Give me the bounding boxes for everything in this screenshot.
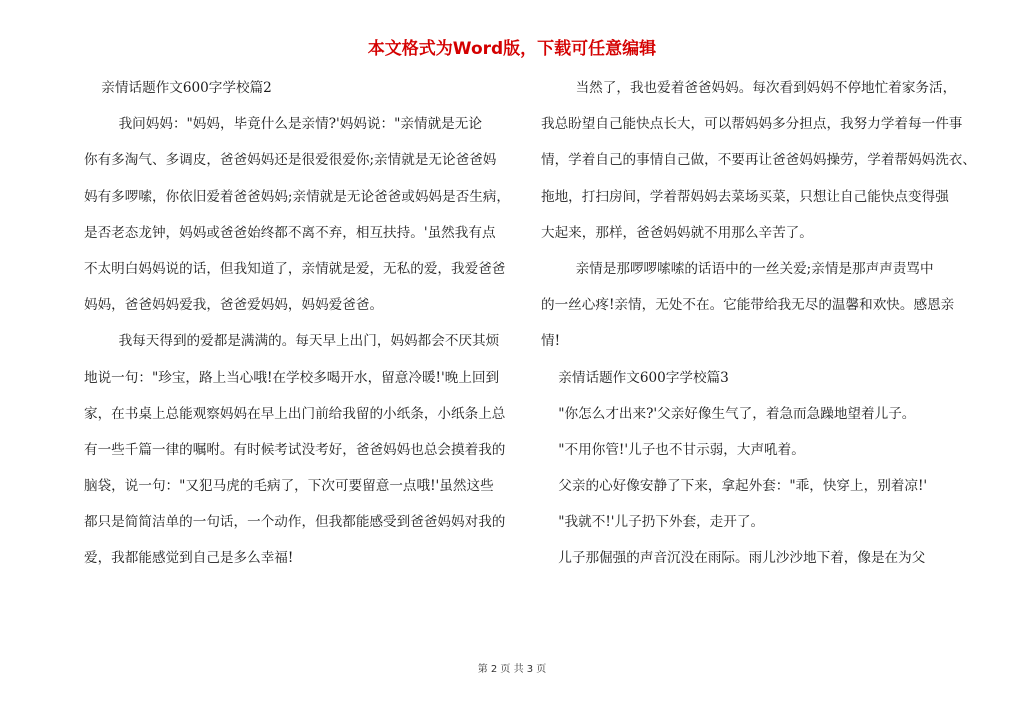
text-line: 拖地，打扫房间，学着帮妈妈去菜场买菜，只想让自己能快点变得强: [541, 188, 949, 205]
text-line: 妈妈，爸爸妈妈爱我，爸爸爱妈妈，妈妈爱爸爸。: [84, 297, 384, 314]
text-line: "不用你管!'儿子也不甘示弱，大声吼着。: [541, 441, 805, 458]
text-line: 有一些千篇一律的嘱咐。有时候考试没考好，爸爸妈妈也总会摸着我的: [84, 441, 506, 458]
text-line: 亲情话题作文600字学校篇2: [84, 80, 272, 96]
text-line: 不太明白妈妈说的话，但我知道了，亲情就是爱，无私的爱，我爱爸爸: [84, 260, 506, 277]
text-line: 情!: [541, 333, 561, 350]
text-line: 亲情是那啰啰嗦嗦的话语中的一丝关爱;亲情是那声声责骂中: [541, 260, 934, 277]
text-line: 家，在书桌上总能观察妈妈在早上出门前给我留的小纸条，小纸条上总: [84, 405, 506, 422]
text-line: 我问妈妈："妈妈，毕竟什么是亲情?'妈妈说："亲情就是无论: [84, 116, 482, 133]
text-line: 父亲的心好像安静了下来，拿起外套："乖，快穿上，别着凉!': [541, 478, 928, 495]
text-line: 当然了，我也爱着爸爸妈妈。每次看到妈妈不停地忙着家务活，: [541, 80, 957, 96]
text-line: "你怎么才出来?'父亲好像生气了，着急而急躁地望着儿子。: [541, 405, 916, 422]
text-line: 我每天得到的爱都是满满的。每天早上出门，妈妈都会不厌其烦: [84, 333, 500, 350]
document-banner: 本文格式为Word版，下载可任意编辑: [367, 39, 657, 59]
text-line: 的一丝心疼!亲情，无处不在。它能带给我无尽的温馨和欢快。感恩亲: [541, 297, 955, 314]
text-line: 妈有多啰嗦，你依旧爱着爸爸妈妈;亲情就是无论爸爸或妈妈是否生病，: [84, 188, 510, 205]
text-line: 亲情话题作文600字学校篇3: [541, 369, 729, 386]
text-line: 你有多淘气、多调皮，爸爸妈妈还是很爱很爱你;亲情就是无论爸爸妈: [84, 152, 497, 169]
text-line: 脑袋，说一句："又犯马虎的毛病了，下次可要留意一点哦!'虽然这些: [84, 478, 494, 495]
text-line: 爱，我都能感觉到自己是多么幸福!: [84, 550, 294, 567]
page-footer: 第 2 页 共 3 页: [477, 664, 547, 675]
text-line: 是否老态龙钟，妈妈或爸爸始终都不离不弃，相互扶持。'虽然我有点: [84, 224, 496, 241]
right-column: [541, 78, 976, 585]
text-line: 都只是简简洁单的一句话，一个动作，但我都能感受到爸爸妈妈对我的: [84, 514, 506, 531]
text-line: 大起来，那样，爸爸妈妈就不用那么辛苦了。: [541, 224, 813, 241]
text-line: 地说一句："珍宝，路上当心哦!在学校多喝开水，留意冷暖!'晚上回到: [84, 369, 500, 386]
text-line: 儿子那倔强的声音沉没在雨际。雨儿沙沙地下着，像是在为父: [541, 550, 926, 567]
text-line: 情，学着自己的事情自己做，不要再让爸爸妈妈操劳，学着帮妈妈洗衣、: [541, 152, 976, 169]
left-column: [84, 78, 510, 585]
text-line: 我总盼望自己能快点长大，可以帮妈妈多分担点，我努力学着每一件事: [541, 116, 963, 133]
text-line: "我就不!'儿子扔下外套，走开了。: [541, 514, 765, 531]
